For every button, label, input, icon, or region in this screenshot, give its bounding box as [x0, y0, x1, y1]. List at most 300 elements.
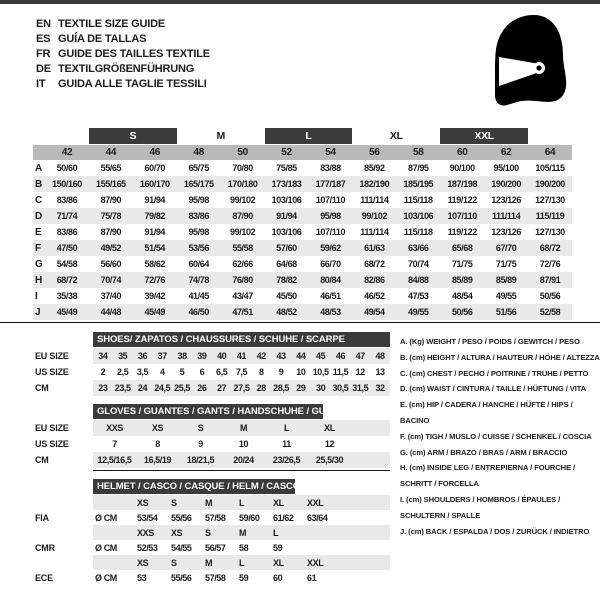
table-cell: 85/89: [451, 275, 473, 285]
column-header: XXS: [137, 527, 154, 538]
row-letter: E: [35, 226, 42, 238]
row-label: [35, 555, 93, 570]
table-cell: 99/102: [361, 211, 387, 221]
table-row: [33, 240, 572, 256]
table-cell: 111/114: [360, 227, 389, 237]
table-cell: 27: [217, 383, 227, 393]
table-cell: 10,5: [312, 367, 329, 377]
table-cell: 32: [375, 383, 385, 393]
table-cell: 6,5: [216, 367, 228, 377]
table-cell: 60/70: [144, 163, 166, 173]
table-cell: 87/90: [100, 227, 122, 237]
table-cell: 30,5: [332, 383, 349, 393]
language-row: [36, 76, 210, 91]
table-cell: 50/56: [451, 307, 473, 317]
table-cell: 103/106: [271, 195, 302, 205]
table-cell: 170/180: [227, 179, 258, 189]
column-header: 60: [456, 147, 468, 158]
column-header: 58: [413, 147, 424, 158]
table-cell: 52/53: [137, 542, 158, 553]
table-cell: 61: [307, 572, 317, 583]
table-row: [35, 452, 390, 468]
table-cell: 58: [239, 542, 249, 553]
table-cell: 46/52: [364, 291, 385, 301]
row-letter: I: [35, 290, 38, 302]
table-cell: 127/130: [535, 227, 565, 237]
table-cell: M: [239, 423, 248, 433]
table-cell: 38: [177, 351, 187, 361]
table-cell: 55/56: [171, 512, 192, 523]
column-header: M: [239, 527, 247, 538]
column-header: 48: [193, 147, 204, 158]
table-cell: 103/106: [271, 227, 302, 237]
table-cell: 55/58: [232, 243, 253, 253]
table-cell: 99/102: [230, 195, 256, 205]
standard-label: FIA: [35, 512, 49, 523]
helmet-icon: [487, 13, 571, 107]
table-cell: 46: [335, 351, 346, 361]
helmet-value-row: [35, 510, 390, 525]
table-cell: 12: [355, 367, 365, 377]
legend-item: J. (cm) BACK / ESPALDA / DOS / ZURÜCK / INDIETRO: [400, 526, 590, 536]
column-header: XXL: [307, 557, 324, 568]
table-cell: 182/190: [359, 179, 390, 189]
table-cell: 53: [137, 572, 147, 583]
table-row: [33, 288, 572, 304]
row-cells: [93, 436, 351, 452]
table-cell: 155/165: [96, 179, 126, 189]
legend-item: I. (cm) SHOULDERS / HOMBROS / ÉPAULES / SCHULTERN / SPALLE: [400, 494, 561, 520]
table-cell: 35: [118, 351, 128, 361]
table-cell: [93, 495, 135, 510]
table-cell: 54/55: [171, 542, 192, 553]
legend-item: F. (cm) TIGH / MUSLO / CUISSE / SCHENKEL / COSCIA: [400, 431, 592, 441]
row-letter: J: [35, 306, 41, 318]
legend-item: C. (cm) CHEST / PECHO / POITRINE / TRUHE / PETTO: [400, 368, 589, 378]
row-band: [93, 510, 390, 525]
section-divider: [0, 322, 600, 323]
row-band: [93, 436, 390, 452]
table-cell: 165/175: [183, 179, 214, 189]
row-band: [93, 452, 390, 468]
row-letter: B: [35, 178, 42, 190]
table-cell: 53/54: [137, 512, 158, 523]
size-band-s: S: [89, 128, 177, 144]
row-cells: [93, 510, 339, 525]
unit-label: Ø CM: [95, 512, 117, 523]
table-cell: 39/42: [144, 291, 166, 301]
column-header: M: [205, 557, 213, 568]
column-header: XS: [137, 557, 149, 568]
unit-label: Ø CM: [95, 542, 117, 553]
column-header: M: [205, 497, 213, 508]
textile-size-table: [33, 128, 572, 320]
helmet-value-row: [35, 540, 390, 555]
table-cell: 87/90: [232, 211, 253, 221]
helmet-size-row: [35, 555, 390, 570]
row-letter: F: [35, 242, 41, 254]
row-band: [93, 495, 390, 510]
table-cell: 160/170: [139, 179, 170, 189]
row-letter: H: [35, 274, 42, 286]
legend-item: G. (cm) ARM / BRAZO / BRAS / ARM / BRACCIO: [400, 447, 568, 457]
gloves-rows: [35, 420, 390, 468]
table-cell: 2,5: [117, 367, 129, 377]
table-cell: 85/92: [364, 163, 385, 173]
size-band-row: [33, 128, 572, 144]
table-cell: 2: [100, 367, 106, 377]
table-cell: 173/183: [271, 179, 302, 189]
table-cell: 12: [324, 439, 335, 449]
row-cells: [93, 452, 351, 468]
table-cell: 63/64: [307, 512, 328, 523]
column-header: XL: [273, 497, 284, 508]
table-cell: 45: [316, 351, 326, 361]
table-cell: 25,5/30: [315, 455, 344, 465]
table-cell: 87/91: [539, 275, 561, 285]
table-cell: 5: [179, 367, 185, 377]
table-cell: 11,5: [332, 367, 349, 377]
table-cell: 54/58: [56, 259, 78, 269]
table-cell: 55/65: [100, 163, 122, 173]
table-cell: 85/89: [495, 275, 517, 285]
size-band-l: L: [265, 128, 353, 144]
table-cell: 45/49: [56, 307, 78, 317]
table-cell: 24,5: [154, 383, 171, 393]
column-header: 42: [61, 147, 73, 158]
row-cells: [93, 495, 339, 510]
language-title: TEXTILE SIZE GUIDE: [58, 17, 166, 30]
table-cell: 10: [296, 367, 306, 377]
row-cells: [93, 525, 339, 540]
table-cell: 46/50: [188, 307, 209, 317]
gloves-divider: [93, 470, 390, 471]
table-cell: 40: [217, 351, 227, 361]
column-header: 54: [325, 147, 336, 158]
table-cell: 23,5: [114, 383, 131, 393]
language-title: GUÍA DE TALLAS: [58, 32, 147, 45]
column-header: 64: [544, 147, 556, 158]
table-cell: 29: [296, 383, 306, 393]
language-title: GUIDA ALLE TAGLIE TESSILI: [58, 77, 207, 90]
table-cell: 190/200: [491, 179, 521, 189]
table-cell: 7: [112, 439, 117, 449]
table-cell: 95/98: [188, 227, 209, 237]
row-letter: C: [35, 194, 42, 206]
table-cell: 52/58: [539, 307, 561, 317]
table-cell: 115/118: [403, 227, 433, 237]
table-cell: 83/86: [56, 195, 78, 205]
table-cell: 59: [273, 542, 283, 553]
table-cell: 127/130: [535, 195, 565, 205]
table-cell: 84/88: [408, 275, 429, 285]
table-cell: 76/80: [232, 275, 253, 285]
corner-cell: [33, 145, 45, 160]
table-cell: XL: [324, 423, 335, 433]
table-cell: 28: [256, 383, 266, 393]
table-cell: 28,5: [273, 383, 290, 393]
size-band-m: M: [216, 130, 225, 142]
table-cell: 111/114: [360, 195, 389, 205]
row-letter: G: [35, 258, 43, 270]
table-cell: 41/45: [188, 291, 209, 301]
table-cell: 4: [159, 367, 165, 377]
table-cell: 90/100: [449, 163, 475, 173]
table-cell: 48: [375, 351, 385, 361]
column-header: L: [239, 557, 245, 568]
table-cell: 70/74: [100, 275, 122, 285]
table-cell: 49/52: [100, 243, 122, 253]
gloves-table-title: GLOVES / GUANTES / GANTS / HANDSCHUHE / GUANTI: [93, 404, 323, 419]
table-row: [33, 224, 572, 240]
table-cell: 75/78: [100, 211, 122, 221]
table-cell: 103/106: [403, 211, 434, 221]
table-cell: 99/102: [230, 227, 256, 237]
table-cell: 31,5: [352, 383, 369, 393]
table-cell: 115/119: [535, 211, 565, 221]
table-cell: [93, 525, 135, 540]
table-cell: 71/75: [451, 259, 473, 269]
table-cell: 72/76: [144, 275, 166, 285]
table-cell: 50/60: [56, 163, 78, 173]
table-row: [35, 380, 390, 396]
table-cell: 42: [256, 351, 266, 361]
table-cell: 59: [239, 572, 249, 583]
language-code: FR: [36, 47, 51, 60]
column-header: 52: [281, 147, 292, 158]
language-row: [36, 16, 210, 31]
table-cell: 67/70: [495, 243, 517, 253]
helmet-size-table: [35, 479, 390, 585]
column-header: XXL: [307, 497, 324, 508]
table-cell: 9: [278, 367, 284, 377]
column-header: XS: [137, 497, 149, 508]
table-cell: 10: [238, 439, 249, 449]
table-cell: 30: [316, 383, 326, 393]
row-band: [93, 555, 390, 570]
table-cell: 45/49: [144, 307, 166, 317]
table-cell: 36: [137, 351, 148, 361]
table-row: [33, 256, 572, 272]
legend-item: E. (cm) HIP / CADERA / HANCHE / HÜFTE / HIPS / BACINO: [400, 400, 573, 425]
row-label: CM: [35, 455, 49, 465]
table-row: [33, 176, 572, 192]
table-cell: 74/78: [188, 275, 209, 285]
table-cell: 75/85: [276, 163, 297, 173]
column-header: 62: [500, 147, 512, 158]
standard-label: ECE: [35, 572, 53, 583]
language-row: [36, 31, 210, 46]
row-cells: [93, 348, 390, 364]
column-header: 46: [149, 147, 161, 158]
table-cell: XXS: [106, 423, 123, 433]
table-cell: 51/56: [495, 307, 517, 317]
table-cell: 37: [157, 351, 167, 361]
table-cell: 47/51: [232, 307, 253, 317]
row-cells: [93, 420, 351, 436]
table-cell: 107/110: [315, 227, 346, 237]
row-band: [93, 348, 390, 364]
table-cell: 6: [199, 367, 205, 377]
language-title: TEXTILGRÖßENFÜHRUNG: [58, 62, 195, 75]
table-cell: 11: [282, 439, 291, 449]
table-cell: 55/56: [171, 572, 192, 583]
language-row: [36, 61, 210, 76]
table-cell: 48/54: [451, 291, 473, 301]
table-cell: 48/52: [276, 307, 297, 317]
table-row: [35, 348, 390, 364]
table-cell: 41: [236, 351, 247, 361]
row-cells: [93, 364, 390, 380]
row-cells: [93, 540, 339, 555]
table-cell: 3,5: [136, 367, 149, 377]
table-cell: 95/98: [320, 211, 341, 221]
column-header: S: [205, 527, 211, 538]
shoes-table: [35, 332, 390, 396]
table-row: [35, 420, 390, 436]
table-cell: S: [197, 423, 204, 433]
table-row: [33, 304, 572, 320]
table-cell: 68/72: [364, 259, 385, 269]
table-cell: 47/53: [408, 291, 429, 301]
table-cell: 65/75: [188, 163, 209, 173]
unit-label: Ø CM: [95, 572, 117, 583]
table-cell: 57/58: [205, 572, 226, 583]
standard-label: CMR: [35, 542, 55, 553]
table-row: [35, 364, 390, 380]
row-label: EU SIZE: [35, 351, 69, 361]
column-header: S: [171, 497, 177, 508]
table-cell: 105/115: [535, 163, 565, 173]
table-row: [35, 436, 390, 452]
table-cell: 27,5: [233, 383, 250, 393]
column-header: 44: [105, 147, 117, 158]
table-cell: 23/26,5: [272, 455, 301, 465]
legend-item: A. (Kg) WEIGHT / PESO / POIDS / GEWITCH / PESO: [400, 337, 580, 346]
table-cell: 95/98: [188, 195, 209, 205]
table-cell: 13: [375, 367, 385, 377]
table-cell: 50/56: [539, 291, 561, 301]
table-cell: 185/195: [403, 179, 434, 189]
table-cell: 59/62: [320, 243, 341, 253]
measurement-legend: [400, 334, 600, 539]
table-cell: 44: [296, 351, 306, 361]
gloves-table: [35, 404, 390, 468]
language-title: GUIDE DES TAILLES TEXTILE: [58, 47, 210, 60]
table-cell: 119/122: [447, 227, 477, 237]
legend-item: H. (cm) INSIDE LEG / ENTREPIERNA / FOURCHE / SCHRITT / FORCELLA: [400, 463, 576, 489]
row-label: CM: [35, 383, 49, 393]
table-cell: 24: [137, 383, 148, 393]
table-cell: 47: [355, 351, 365, 361]
table-cell: 123/126: [491, 195, 521, 205]
column-header: L: [273, 527, 279, 538]
table-cell: 39: [197, 351, 207, 361]
column-header: XS: [171, 527, 183, 538]
table-cell: 65/68: [451, 243, 473, 253]
table-cell: 37/40: [100, 291, 122, 301]
row-band: [93, 364, 390, 380]
row-label: US SIZE: [35, 367, 69, 377]
table-cell: 68/72: [56, 275, 78, 285]
table-cell: 18/21,5: [186, 455, 215, 465]
table-cell: 35/38: [56, 291, 78, 301]
table-cell: 8: [155, 439, 160, 449]
table-cell: 57/58: [205, 512, 226, 523]
textile-rows: [33, 160, 572, 320]
table-cell: 150/160: [52, 179, 82, 189]
table-cell: 56/60: [100, 259, 122, 269]
legend-item: B. (cm) HEIGHT / ALTURA / HAUTEUR / HÖHE / ALTEZZA: [400, 352, 600, 362]
table-cell: 71/74: [56, 211, 78, 221]
helmet-value-row: [35, 570, 390, 585]
table-cell: 82/86: [364, 275, 385, 285]
table-cell: 70/74: [408, 259, 429, 269]
table-cell: 12,5/16,5: [97, 455, 132, 465]
size-band-xl: XL: [389, 130, 403, 142]
table-cell: 25,5: [174, 383, 191, 393]
table-cell: [93, 555, 135, 570]
table-cell: 71/75: [495, 259, 517, 269]
row-cells: [93, 570, 339, 585]
helmet-size-row: [35, 525, 390, 540]
table-cell: 107/110: [315, 195, 346, 205]
shoes-rows: [35, 348, 390, 396]
shoes-table-title: SHOES/ ZAPATOS / CHAUSSURES / SCHUHE / SCARPE: [93, 332, 390, 347]
table-cell: 111/114: [491, 211, 521, 221]
table-cell: 64/68: [276, 259, 297, 269]
language-code: ES: [36, 32, 51, 45]
column-header: S: [171, 557, 177, 568]
table-cell: 20/24: [233, 455, 254, 465]
table-cell: 49/55: [408, 307, 429, 317]
row-band: [93, 570, 390, 585]
column-header: 56: [369, 147, 380, 158]
table-cell: 8: [258, 367, 264, 377]
table-cell: 48/53: [320, 307, 341, 317]
table-cell: 47/50: [56, 243, 78, 253]
table-cell: 59/60: [239, 512, 260, 523]
table-cell: 43: [276, 351, 286, 361]
language-title-list: [36, 16, 210, 91]
table-cell: 78/82: [276, 275, 297, 285]
table-row: [33, 272, 572, 288]
table-cell: 72/76: [539, 259, 561, 269]
table-cell: 107/110: [447, 211, 477, 221]
table-cell: 60/64: [188, 259, 209, 269]
table-row: [33, 192, 572, 208]
column-header: 50: [237, 147, 248, 158]
table-cell: 61/63: [364, 243, 385, 253]
table-cell: 87/90: [100, 195, 122, 205]
top-border-bar: [0, 0, 600, 4]
legend-item: D. (cm) WAIST / CINTURA / TAILLE / HÜFTUNG / VITA: [400, 384, 587, 394]
table-cell: 91/94: [144, 227, 166, 237]
helmet-table-title: HELMET / CASCO / CASQUE / HELM / CASCO: [93, 479, 295, 494]
table-cell: 119/122: [447, 195, 477, 205]
table-cell: 66/70: [320, 259, 341, 269]
row-label: US SIZE: [35, 439, 69, 449]
table-cell: 9: [198, 439, 203, 449]
table-cell: 62/66: [232, 259, 253, 269]
table-cell: 91/94: [144, 195, 166, 205]
table-cell: 87/95: [408, 163, 429, 173]
table-cell: 83/86: [56, 227, 78, 237]
helmet-size-row: [35, 495, 390, 510]
table-cell: 115/118: [403, 195, 433, 205]
table-cell: 190/200: [535, 179, 565, 189]
row-band: [93, 525, 390, 540]
